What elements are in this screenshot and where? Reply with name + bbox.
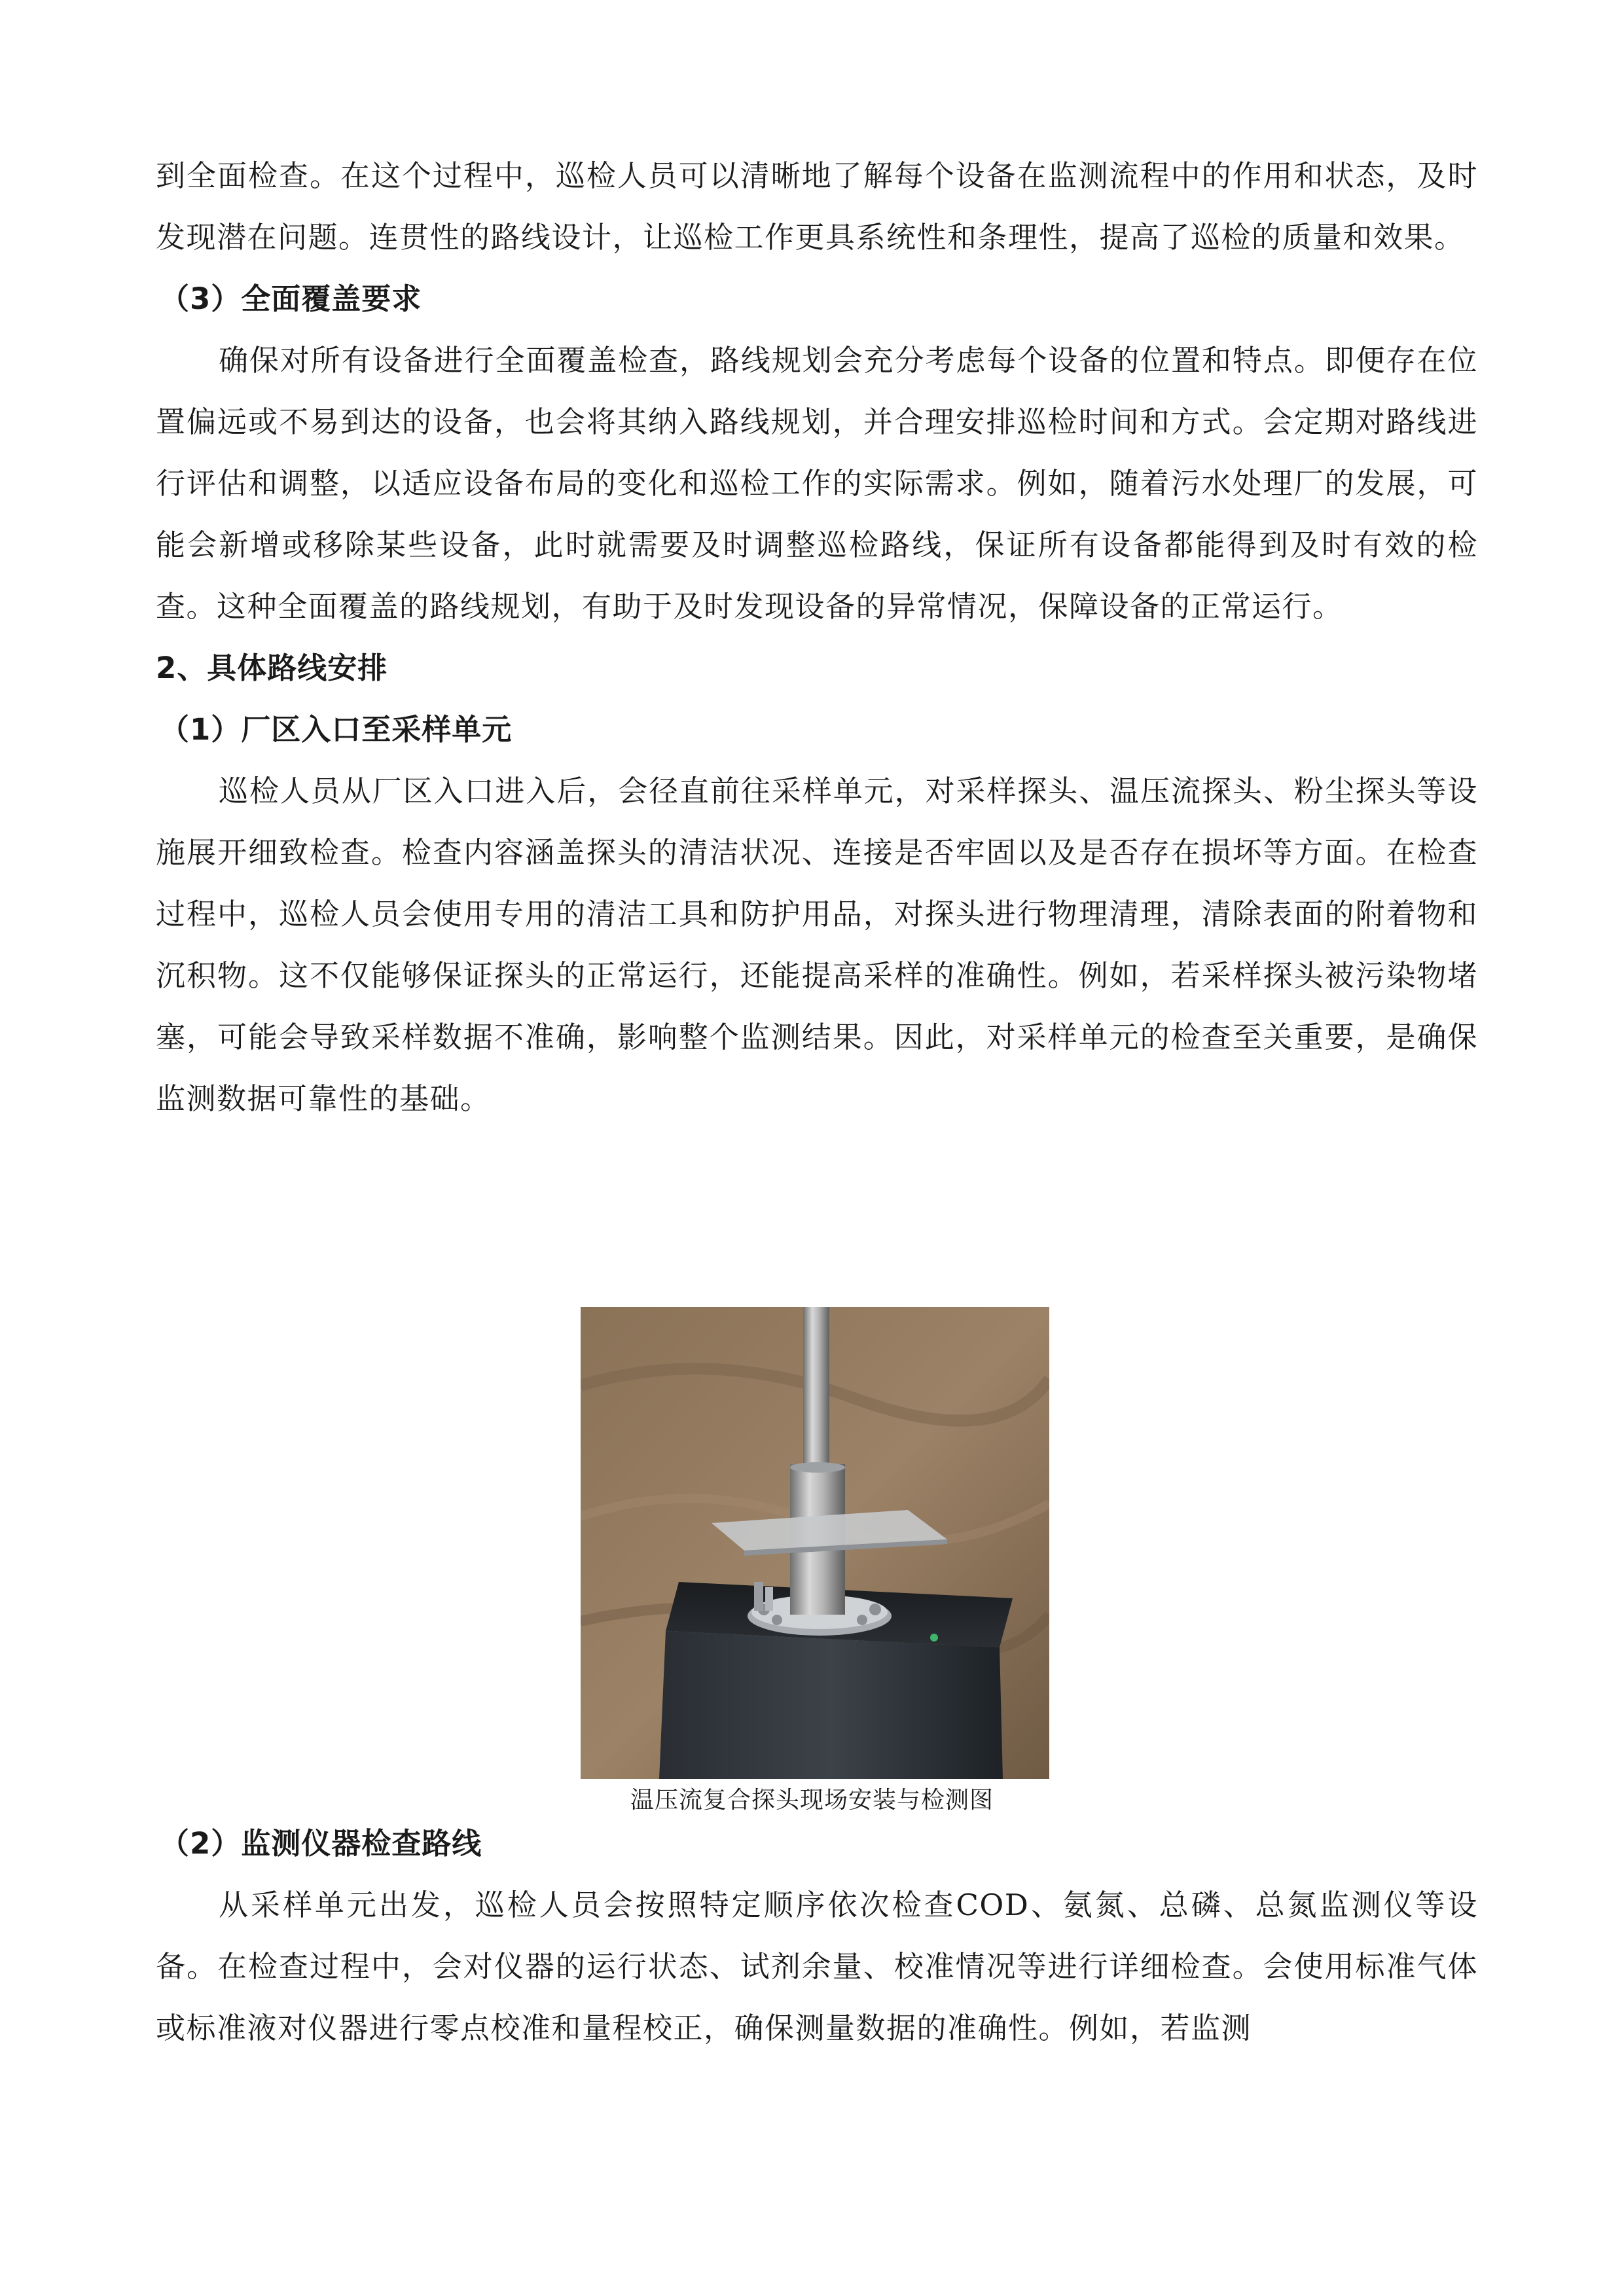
- lower-text-block: [156, 1813, 1478, 2059]
- paragraph-entrance-to-sampling: 巡检人员从厂区入口进入后，会径直前往采样单元，对采样探头、温压流探头、粉尘探头等设施展开细致检查。检查内容涵盖探头的清洁状况、连接是否牢固以及是否存在损坏等方面。在检查过程中，巡检人员会使用专用的清洁工具和防护用品，对探头进行物理清理，清除表面的附着物和沉积物。这不仅能够保证探头的正常运行，还能提高采样的准确性。例如，若采样探头被污染物堵塞，可能会导致采样数据不准确，影响整个监测结果。因此，对采样单元的检查至关重要，是确保监测数据可靠性的基础。: [156, 774, 1478, 1116]
- subsection-heading-instrument-route: （2）监测仪器检查路线: [160, 1826, 482, 1861]
- subsection-heading-entrance-to-sampling: （1）厂区入口至采样单元: [160, 712, 513, 747]
- section-heading-route-arrangement: 2、具体路线安排: [156, 651, 388, 685]
- upper-text-block: [156, 145, 1478, 1130]
- section-heading-coverage: （3）全面覆盖要求: [160, 281, 422, 316]
- probe-photo-figure: [581, 1307, 1049, 1779]
- paragraph-coverage: 确保对所有设备进行全面覆盖检查，路线规划会充分考虑每个设备的位置和特点。即便存在位置偏远或不易到达的设备，也会将其纳入路线规划，并合理安排巡检时间和方式。会定期对路线进行评估和调整，以适应设备布局的变化和巡检工作的实际需求。例如，随着污水处理厂的发展，可能会新增或移除某些设备，此时就需要及时调整巡检路线，保证所有设备都能得到及时有效的检查。这种全面覆盖的路线规划，有助于及时发现设备的异常情况，保障设备的正常运行。: [156, 343, 1478, 624]
- paragraph-continuation: 到全面检查。在这个过程中，巡检人员可以清晰地了解每个设备在监测流程中的作用和状态，及时发现潜在问题。连贯性的路线设计，让巡检工作更具系统性和条理性，提高了巡检的质量和效果。: [156, 158, 1478, 255]
- probe-installation-photo: [581, 1307, 1049, 1779]
- paragraph-instrument-route: 从采样单元出发，巡检人员会按照特定顺序依次检查COD、氨氮、总磷、总氮监测仪等设备。在检查过程中，会对仪器的运行状态、试剂余量、校准情况等进行详细检查。会使用标准气体或标准液对仪器进行零点校准和量程校正，确保测量数据的准确性。例如，若监测: [156, 1888, 1478, 2045]
- figure-caption: 温压流复合探头现场安装与检测图: [630, 1787, 994, 1814]
